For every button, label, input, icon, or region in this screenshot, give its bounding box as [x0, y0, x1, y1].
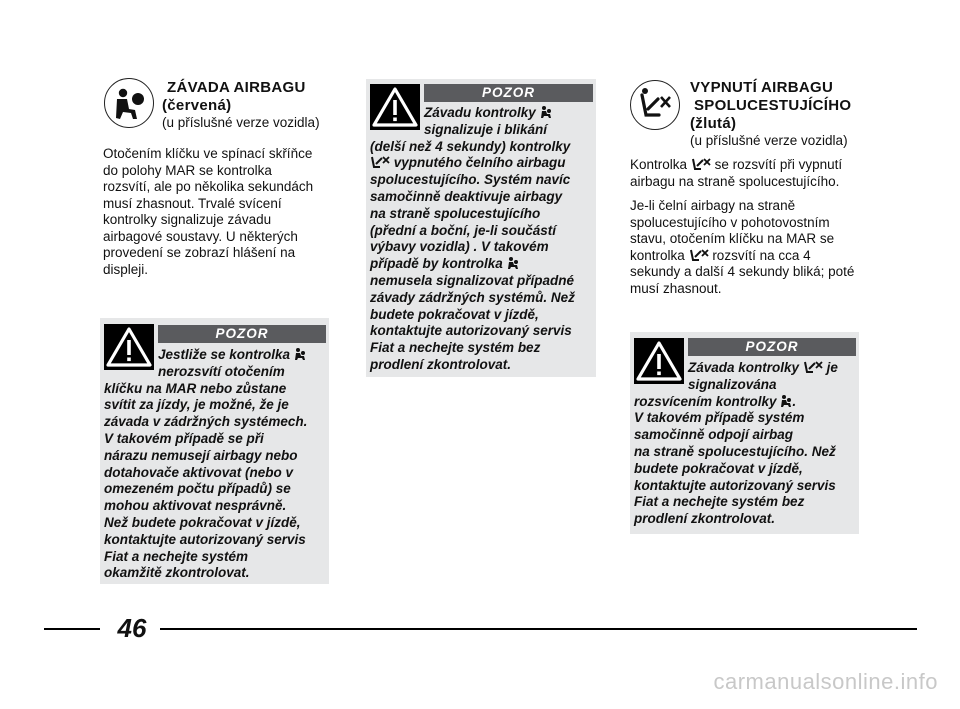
footer-rule-left	[44, 628, 100, 630]
pozor-label: POZOR	[424, 84, 593, 102]
passenger-airbag-off-icon	[803, 360, 823, 374]
passenger-airbag-off-icon	[630, 80, 680, 130]
airbag-person-icon	[507, 256, 519, 270]
airbag-person-icon	[104, 78, 154, 128]
page-number: 46	[117, 613, 147, 643]
right-heading-version: (u příslušné verze vozidla)	[690, 133, 848, 148]
footer-rule-right	[160, 628, 917, 630]
middle-warning-box	[366, 79, 596, 377]
pozor-label: POZOR	[158, 325, 326, 343]
right-heading-title-2: SPOLUCESTUJÍCÍHO	[694, 97, 852, 114]
left-heading-title: ZÁVADA AIRBAGU	[167, 79, 306, 96]
left-warning-text: Jestliže se kontrolka nerozsvítí otočením klíčku na MAR nebo zůstane svítit za jízdy, je možné, že je závada v zádržných systémech. V takovém případě se při nárazu nemusejí airbagy nebo dotahovače aktivovat (nebo v omezeném počtu případů) se mohou aktivovat nesprávně. Než budete pokračovat v jízdě, kontaktujte autorizovaný servis Fiat a nechejte systém okamžitě zkontrolovat.	[104, 347, 308, 581]
right-heading-color: (žlutá)	[690, 115, 737, 132]
airbag-person-icon	[780, 394, 792, 408]
passenger-airbag-off-icon	[689, 248, 709, 262]
left-paragraph: Otočením klíčku ve spínací skříňce do polohy MAR se kontrolka rozsvítí, ale po několika sekundách musí zhasnout. Trvalé svícení kontrolky signalizuje závadu airbagové soustavy. U některých provedení se zobrazí hlášení na displeji.	[103, 146, 314, 277]
pozor-label: POZOR	[688, 338, 856, 356]
right-warning-box	[630, 332, 859, 534]
left-heading-color: (červená)	[162, 97, 232, 114]
right-paragraph-2: Je-li čelní airbagy na straně spolucestujícího v pohotovostním stavu, otočením klíčku na MAR se kontrolka rozsvítí na cca 4 sekundy a další 4 sekundy bliká; poté musí zhasnout.	[630, 198, 855, 296]
airbag-person-icon	[294, 347, 306, 361]
right-heading-title-1: VYPNUTÍ AIRBAGU	[690, 79, 834, 96]
airbag-person-icon	[540, 105, 552, 119]
watermark: carmanualsonline.info	[713, 669, 938, 694]
right-paragraph-1: Kontrolka se rozsvítí při vypnutí airbagu na straně spolucestujícího.	[630, 157, 843, 189]
left-warning-box	[100, 318, 329, 584]
middle-warning-text: Závadu kontrolky signalizuje i blikání (delší než 4 sekundy) kontrolky vypnutého čelního airbagu spolucestujícího. Systém navíc samočinně deaktivuje airbagy na straně spolucestujícího (přední a boční, je-li součástí výbavy vozidla) . V takovém případě by kontrolka nemusela signalizovat případné závady zádržných systémů. Než budete pokračovat v jízdě, kontaktujte autorizovaný servis Fiat a nechejte systém bez prodlení zkontrolovat.	[370, 105, 575, 372]
right-warning-text: Závada kontrolky je signalizována rozsvícením kontrolky . V takovém případě systém samočinně odpojí airbag na straně spolucestujícího. Než budete pokračovat v jízdě, kontaktujte autorizovaný servis Fiat a nechejte systém bez prodlení zkontrolovat.	[634, 360, 838, 527]
passenger-airbag-off-icon	[691, 157, 711, 171]
passenger-airbag-off-icon	[370, 155, 390, 169]
left-heading-version: (u příslušné verze vozidla)	[162, 115, 320, 130]
